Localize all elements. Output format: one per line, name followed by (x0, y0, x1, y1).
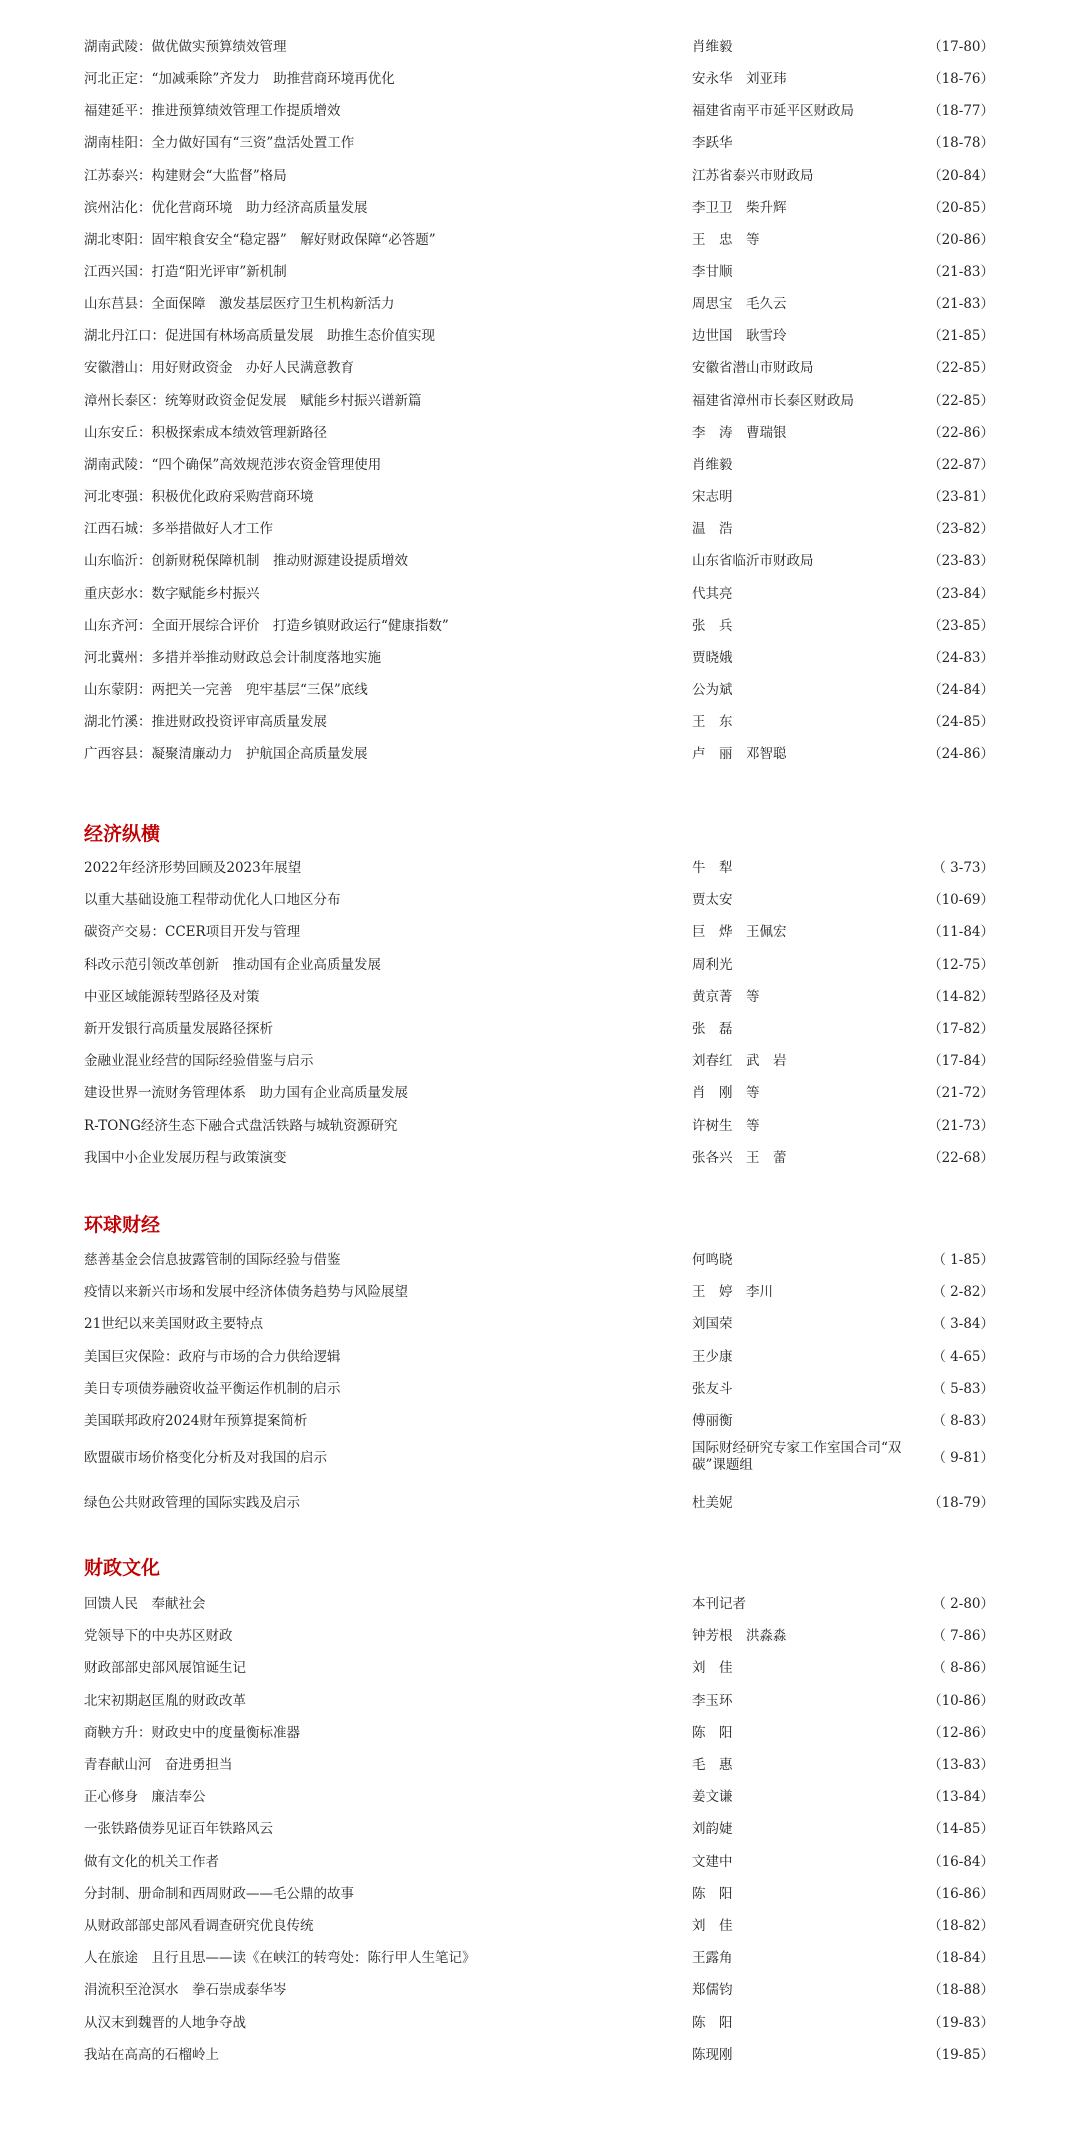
entry-page-ref: （20-86） (928, 232, 994, 248)
entry-author: 福建省漳州市长泰区财政局 (692, 393, 854, 409)
entry-author: 陈现刚 (692, 2047, 733, 2063)
entry-title: 党领导下的中央苏区财政 (84, 1628, 233, 1644)
entry-author: 李甘顺 (692, 264, 733, 280)
entry-title: 新开发银行高质量发展路径探析 (84, 1021, 273, 1037)
entry-author: 黄京菁 等 (692, 989, 760, 1005)
entry-author: 何鸣晓 (692, 1252, 733, 1268)
toc-entry[interactable] (84, 1373, 994, 1405)
entry-author: 刘 佳 (692, 1918, 733, 1934)
entry-title: 美日专项债券融资收益平衡运作机制的启示 (84, 1381, 341, 1397)
entry-page-ref: （12-86） (928, 1725, 994, 1741)
entry-author: 陈 阳 (692, 1886, 733, 1902)
entry-page-ref: （19-83） (928, 2015, 994, 2031)
toc-entry[interactable] (84, 674, 994, 706)
entry-title: 山东莒县：全面保障 激发基层医疗卫生机构新活力 (84, 296, 395, 312)
entry-author: 江苏省泰兴市财政局 (692, 168, 814, 184)
entry-page-ref: （16-86） (928, 1886, 994, 1902)
entry-title: 湖北丹江口：促进国有林场高质量发展 助推生态价值实现 (84, 328, 435, 344)
entry-author: 钟芳根 洪淼淼 (692, 1628, 787, 1644)
toc-entry[interactable] (84, 706, 994, 738)
toc-entry[interactable] (84, 981, 994, 1013)
entry-page-ref: （21-83） (928, 264, 994, 280)
entry-author: 刘 佳 (692, 1660, 733, 1676)
toc-entry[interactable] (84, 1942, 994, 1974)
entry-author: 郑儒钧 (692, 1982, 733, 1998)
toc-entry[interactable] (84, 1405, 994, 1437)
entry-page-ref: （22-86） (928, 425, 994, 441)
toc-entry[interactable] (84, 256, 994, 288)
entry-author: 刘春红 武 岩 (692, 1053, 787, 1069)
entry-title: 安徽潜山：用好财政资金 办好人民满意教育 (84, 360, 354, 376)
toc-entry[interactable] (84, 1077, 994, 1109)
toc-entry[interactable] (84, 63, 994, 95)
entry-page-ref: （13-83） (928, 1757, 994, 1773)
entry-page-ref: （21-85） (928, 328, 994, 344)
toc-entry[interactable] (84, 2039, 994, 2071)
toc-entry[interactable] (84, 2007, 994, 2039)
entry-title: 美国联邦政府2024财年预算提案简析 (84, 1413, 308, 1429)
entry-author: 张 磊 (692, 1021, 733, 1037)
entry-page-ref: （18-79） (928, 1495, 994, 1511)
entry-author: 安徽省潜山市财政局 (692, 360, 814, 376)
toc-entry[interactable] (84, 852, 994, 884)
toc-entry[interactable] (84, 31, 994, 63)
entry-author: 国际财经研究专家工作室国合司“双碳”课题组 (692, 1440, 902, 1473)
entry-author: 王露角 (692, 1950, 733, 1966)
entry-title: 做有文化的机关工作者 (84, 1854, 219, 1870)
entry-title: 北宋初期赵匡胤的财政改革 (84, 1693, 246, 1709)
section-heading: 财政文化 (84, 1557, 161, 1579)
entry-author: 公为斌 (692, 682, 733, 698)
entry-author: 本刊记者 (692, 1596, 746, 1612)
entry-page-ref: （23-84） (928, 586, 994, 602)
entry-page-ref: （10-86） (928, 1693, 994, 1709)
entry-page-ref: （17-84） (928, 1053, 994, 1069)
entry-author: 贾晓娥 (692, 650, 733, 666)
entry-author: 王 婷 李川 (692, 1284, 773, 1300)
toc-entry[interactable] (84, 95, 994, 127)
entry-title: 碳资产交易：CCER项目开发与管理 (84, 924, 301, 940)
entry-page-ref: （22-85） (928, 393, 994, 409)
entry-title: 湖北枣阳：固牢粮食安全“稳定器” 解好财政保障“必答题” (84, 232, 436, 248)
entry-page-ref: （ 8-86） (932, 1660, 994, 1676)
entry-title: 山东蒙阴：两把关一完善 兜牢基层“三保”底线 (84, 682, 368, 698)
entry-title: 河北冀州：多措并举推动财政总会计制度落地实施 (84, 650, 381, 666)
entry-title: 湖南武陵：“四个确保”高效规范涉农资金管理使用 (84, 457, 382, 473)
entry-author: 杜美妮 (692, 1495, 733, 1511)
entry-title: 滨州沾化：优化营商环境 助力经济高质量发展 (84, 200, 368, 216)
entry-title: 河北枣强：积极优化政府采购营商环境 (84, 489, 314, 505)
toc-entry[interactable] (84, 1308, 994, 1340)
entry-page-ref: （ 3-73） (932, 860, 994, 876)
entry-page-ref: （18-88） (928, 1982, 994, 1998)
toc-entry[interactable] (84, 1749, 994, 1781)
entry-page-ref: （11-84） (928, 924, 994, 940)
entry-title: 21世纪以来美国财政主要特点 (84, 1316, 264, 1332)
entry-title: 科改示范引领改革创新 推动国有企业高质量发展 (84, 957, 381, 973)
entry-page-ref: （18-78） (928, 135, 994, 151)
entry-page-ref: （24-83） (928, 650, 994, 666)
entry-title: 商鞅方升：财政史中的度量衡标准器 (84, 1725, 300, 1741)
entry-title: 山东齐河：全面开展综合评价 打造乡镇财政运行“健康指数” (84, 618, 449, 634)
entry-author: 安永华 刘亚玮 (692, 71, 787, 87)
toc-entry[interactable] (84, 160, 994, 192)
toc-entry[interactable] (84, 1781, 994, 1813)
entry-title: 从汉末到魏晋的人地争夺战 (84, 2015, 246, 2031)
entry-author: 代其亮 (692, 586, 733, 602)
entry-page-ref: （ 7-86） (932, 1628, 994, 1644)
entry-page-ref: （21-73） (928, 1118, 994, 1134)
toc-entry[interactable] (84, 449, 994, 481)
entry-page-ref: （23-81） (928, 489, 994, 505)
entry-page-ref: （21-72） (928, 1085, 994, 1101)
entry-title: 美国巨灾保险：政府与市场的合力供给逻辑 (84, 1349, 341, 1365)
entry-page-ref: （13-84） (928, 1789, 994, 1805)
entry-title: 绿色公共财政管理的国际实践及启示 (84, 1495, 300, 1511)
entry-author: 陈 阳 (692, 2015, 733, 2031)
entry-author: 温 浩 (692, 521, 733, 537)
entry-author: 福建省南平市延平区财政局 (692, 103, 854, 119)
toc-entry[interactable] (84, 320, 994, 352)
entry-author: 肖 刚 等 (692, 1085, 760, 1101)
entry-page-ref: （22-68） (928, 1150, 994, 1166)
entry-page-ref: （19-85） (928, 2047, 994, 2063)
toc-entry[interactable] (84, 288, 994, 320)
entry-author: 文建中 (692, 1854, 733, 1870)
entry-page-ref: （16-84） (928, 1854, 994, 1870)
toc-entry[interactable] (84, 642, 994, 674)
entry-author: 傅丽衡 (692, 1413, 733, 1429)
entry-title: 江西兴国：打造“阳光评审”新机制 (84, 264, 287, 280)
toc-entry[interactable] (84, 1813, 994, 1845)
entry-page-ref: （23-85） (928, 618, 994, 634)
entry-page-ref: （10-69） (928, 892, 994, 908)
toc-entry[interactable] (84, 610, 994, 642)
entry-page-ref: （ 3-84） (932, 1316, 994, 1332)
entry-title: 分封制、册命制和西周财政——毛公鼎的故事 (84, 1886, 354, 1902)
section-heading: 环球财经 (84, 1214, 161, 1236)
entry-page-ref: （22-85） (928, 360, 994, 376)
toc-entry[interactable] (84, 578, 994, 610)
entry-title: 以重大基础设施工程带动优化人口地区分布 (84, 892, 341, 908)
entry-title: 金融业混业经营的国际经验借鉴与启示 (84, 1053, 314, 1069)
section-heading: 经济纵横 (84, 823, 161, 845)
entry-author: 李卫卫 柴升辉 (692, 200, 787, 216)
toc-entry[interactable] (84, 1013, 994, 1045)
entry-title: 一张铁路债券见证百年铁路风云 (84, 1821, 273, 1837)
entry-page-ref: （20-84） (928, 168, 994, 184)
entry-author: 张 兵 (692, 618, 733, 634)
toc-entry[interactable] (84, 738, 994, 770)
entry-page-ref: （23-83） (928, 553, 994, 569)
toc-entry[interactable] (84, 352, 994, 384)
entry-author: 王 忠 等 (692, 232, 760, 248)
entry-author: 卢 丽 邓智聪 (692, 746, 787, 762)
toc-entry[interactable] (84, 1244, 994, 1276)
toc-entry[interactable] (84, 1110, 994, 1142)
entry-page-ref: （12-75） (928, 957, 994, 973)
entry-title: 涓流积至沧溟水 拳石崇成泰华岑 (84, 1982, 287, 1998)
entry-author: 张友斗 (692, 1381, 733, 1397)
entry-page-ref: （ 5-83） (932, 1381, 994, 1397)
entry-title: 江西石城：多举措做好人才工作 (84, 521, 273, 537)
entry-title: 从财政部部史部风看调查研究优良传统 (84, 1918, 314, 1934)
entry-title: 福建延平：推进预算绩效管理工作提质增效 (84, 103, 341, 119)
entry-title: 欧盟碳市场价格变化分析及对我国的启示 (84, 1450, 327, 1466)
toc-entry[interactable] (84, 1276, 994, 1308)
entry-title: 正心修身 廉洁奉公 (84, 1789, 206, 1805)
toc-entry[interactable] (84, 192, 994, 224)
entry-author: 肖维毅 (692, 457, 733, 473)
entry-page-ref: （ 8-83） (932, 1413, 994, 1429)
entry-page-ref: （21-83） (928, 296, 994, 312)
entry-title: 山东安丘：积极探索成本绩效管理新路径 (84, 425, 327, 441)
entry-page-ref: （22-87） (928, 457, 994, 473)
entry-author: 边世国 耿雪玲 (692, 328, 787, 344)
entry-page-ref: （23-82） (928, 521, 994, 537)
entry-page-ref: （24-86） (928, 746, 994, 762)
toc-entry[interactable] (84, 127, 994, 159)
toc-entry[interactable] (84, 417, 994, 449)
toc-entry[interactable] (84, 1878, 994, 1910)
entry-title: 慈善基金会信息披露管制的国际经验与借鉴 (84, 1252, 341, 1268)
toc-entry[interactable] (84, 1846, 994, 1878)
entry-author: 姜文谦 (692, 1789, 733, 1805)
entry-title: 建设世界一流财务管理体系 助力国有企业高质量发展 (84, 1085, 408, 1101)
entry-author: 李跃华 (692, 135, 733, 151)
entry-page-ref: （18-76） (928, 71, 994, 87)
toc-entry[interactable] (84, 949, 994, 981)
toc-entry[interactable] (84, 1685, 994, 1717)
entry-title: 湖南桂阳：全力做好国有“三资”盘活处置工作 (84, 135, 355, 151)
toc-entry[interactable] (84, 513, 994, 545)
toc-entry[interactable] (84, 1442, 994, 1474)
entry-title: 疫情以来新兴市场和发展中经济体债务趋势与风险展望 (84, 1284, 408, 1300)
entry-page-ref: （ 9-81） (932, 1450, 994, 1466)
entry-title: 我站在高高的石榴岭上 (84, 2047, 219, 2063)
entry-page-ref: （24-84） (928, 682, 994, 698)
entry-title: 山东临沂：创新财税保障机制 推动财源建设提质增效 (84, 553, 408, 569)
entry-page-ref: （14-85） (928, 1821, 994, 1837)
toc-entry[interactable] (84, 1142, 994, 1174)
entry-title: 重庆彭水：数字赋能乡村振兴 (84, 586, 260, 602)
entry-author: 李 涛 曹瑞银 (692, 425, 787, 441)
entry-author: 王少康 (692, 1349, 733, 1365)
entry-title: 回馈人民 奉献社会 (84, 1596, 206, 1612)
entry-page-ref: （20-85） (928, 200, 994, 216)
entry-title: 人在旅途 且行且思——读《在峡江的转弯处：陈行甲人生笔记》 (84, 1950, 476, 1966)
entry-author: 李玉环 (692, 1693, 733, 1709)
entry-author: 周思宝 毛久云 (692, 296, 787, 312)
entry-title: 青春献山河 奋进勇担当 (84, 1757, 233, 1773)
entry-title: 漳州长泰区：统筹财政资金促发展 赋能乡村振兴谱新篇 (84, 393, 422, 409)
toc-entry[interactable] (84, 916, 994, 948)
toc-entry[interactable] (84, 385, 994, 417)
entry-page-ref: （14-82） (928, 989, 994, 1005)
entry-author: 宋志明 (692, 489, 733, 505)
entry-title: 财政部部史部风展馆诞生记 (84, 1660, 246, 1676)
entry-author: 牛 犁 (692, 860, 733, 876)
entry-title: 湖南武陵：做优做实预算绩效管理 (84, 39, 287, 55)
entry-page-ref: （ 2-80） (932, 1596, 994, 1612)
entry-page-ref: （ 2-82） (932, 1284, 994, 1300)
entry-page-ref: （18-84） (928, 1950, 994, 1966)
toc-entry[interactable] (84, 1910, 994, 1942)
entry-page-ref: （17-82） (928, 1021, 994, 1037)
entry-author: 山东省临沂市财政局 (692, 553, 814, 569)
entry-author: 刘韵婕 (692, 1821, 733, 1837)
toc-entry[interactable] (84, 1588, 994, 1620)
entry-title: 河北正定：“加减乘除”齐发力 助推营商环境再优化 (84, 71, 395, 87)
entry-title: 广西容县：凝聚清廉动力 护航国企高质量发展 (84, 746, 368, 762)
toc-entry[interactable] (84, 1620, 994, 1652)
toc-entry[interactable] (84, 884, 994, 916)
toc-entry[interactable] (84, 1717, 994, 1749)
entry-page-ref: （18-77） (928, 103, 994, 119)
toc-entry[interactable] (84, 481, 994, 513)
entry-page-ref: （17-80） (928, 39, 994, 55)
entry-title: R-TONG经济生态下融合式盘活铁路与城轨资源研究 (84, 1118, 398, 1134)
entry-title: 中亚区域能源转型路径及对策 (84, 989, 260, 1005)
entry-author: 张各兴 王 蕾 (692, 1150, 787, 1166)
entry-page-ref: （24-85） (928, 714, 994, 730)
entry-page-ref: （18-82） (928, 1918, 994, 1934)
entry-author: 王 东 (692, 714, 733, 730)
toc-entry[interactable] (84, 1341, 994, 1373)
toc-entry[interactable] (84, 1974, 994, 2006)
entry-title: 我国中小企业发展历程与政策演变 (84, 1150, 287, 1166)
entry-author: 周利光 (692, 957, 733, 973)
toc-entry[interactable] (84, 545, 994, 577)
entry-author: 陈 阳 (692, 1725, 733, 1741)
entry-author: 肖维毅 (692, 39, 733, 55)
entry-author: 毛 惠 (692, 1757, 733, 1773)
toc-entry[interactable] (84, 1045, 994, 1077)
entry-title: 2022年经济形势回顾及2023年展望 (84, 860, 302, 876)
toc-entry[interactable] (84, 1487, 994, 1519)
entry-author: 许树生 等 (692, 1118, 760, 1134)
entry-author: 贾太安 (692, 892, 733, 908)
entry-page-ref: （ 4-65） (932, 1349, 994, 1365)
toc-entry[interactable] (84, 1652, 994, 1684)
entry-author: 巨 烨 王佩宏 (692, 924, 787, 940)
entry-title: 湖北竹溪：推进财政投资评审高质量发展 (84, 714, 327, 730)
entry-title: 江苏泰兴：构建财会“大监督”格局 (84, 168, 287, 184)
entry-page-ref: （ 1-85） (932, 1252, 994, 1268)
entry-author: 刘国荣 (692, 1316, 733, 1332)
toc-entry[interactable] (84, 224, 994, 256)
